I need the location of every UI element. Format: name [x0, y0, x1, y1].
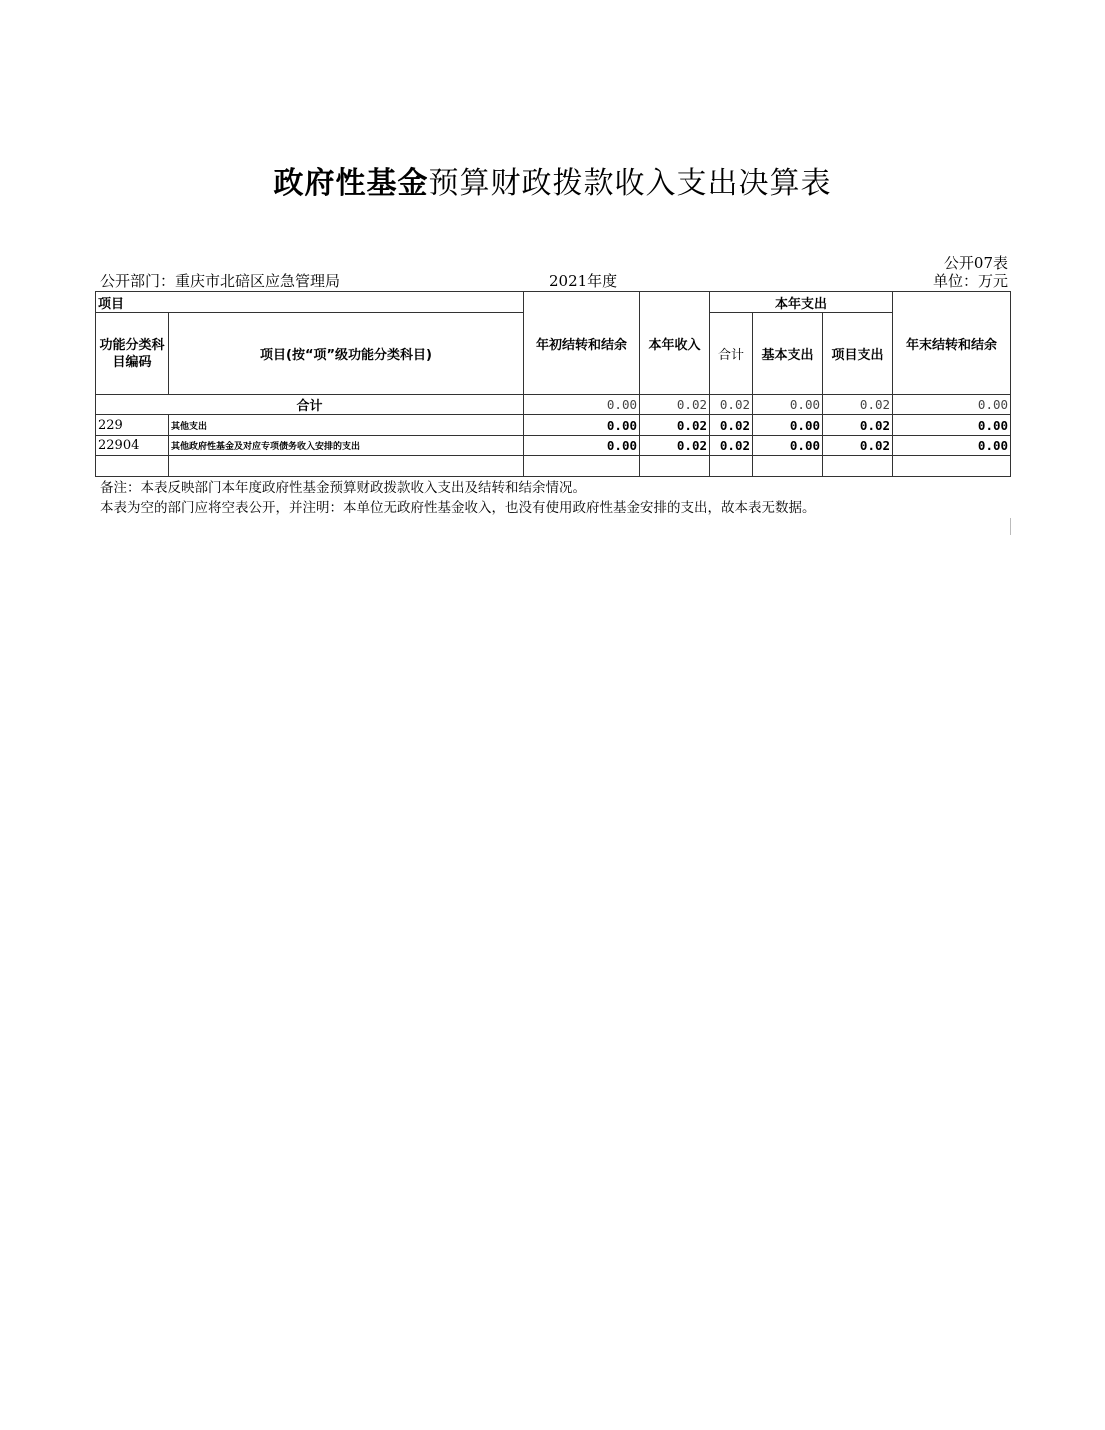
row-expense-total: 0.02 [710, 415, 753, 436]
total-expense-total: 0.02 [710, 395, 753, 415]
empty-cell [640, 456, 710, 477]
note-line: 本表为空的部门应将空表公开，并注明：本单位无政府性基金收入，也没有使用政府性基金安排的支出，故本表无数据。 [100, 500, 816, 516]
empty-cell [524, 456, 640, 477]
empty-cell [753, 456, 823, 477]
empty-cell [823, 456, 893, 477]
total-end-balance: 0.00 [893, 395, 1011, 415]
total-label: 合计 [96, 395, 524, 415]
row-begin-balance: 0.00 [524, 415, 640, 436]
department-label: 公开部门：重庆市北碚区应急管理局 [100, 272, 341, 290]
row-expense-basic: 0.00 [753, 415, 823, 436]
row-end-balance: 0.00 [893, 415, 1011, 436]
page-edge-mark [1010, 518, 1011, 535]
fiscal-year: 2021年度 [549, 272, 618, 290]
total-expense-project: 0.02 [823, 395, 893, 415]
row-end-balance: 0.00 [893, 436, 1011, 456]
total-row [96, 395, 1011, 415]
header-expense-project: 项目支出 [823, 313, 893, 395]
row-code: 22904 [96, 436, 169, 456]
header-name: 项目(按“项”级功能分类科目) [169, 313, 524, 395]
empty-cell [893, 456, 1011, 477]
row-income: 0.02 [640, 415, 710, 436]
header-income: 本年收入 [640, 292, 710, 395]
total-begin-balance: 0.00 [524, 395, 640, 415]
form-number: 公开07表 [943, 254, 1008, 272]
row-income: 0.02 [640, 436, 710, 456]
row-code: 229 [96, 415, 169, 436]
meta-row [100, 270, 1008, 290]
row-expense-total: 0.02 [710, 436, 753, 456]
row-name: 其他支出 [169, 415, 524, 436]
header-begin-balance: 年初结转和结余 [524, 292, 640, 395]
page-title [0, 158, 1105, 202]
row-name: 其他政府性基金及对应专项债务收入安排的支出 [169, 436, 524, 456]
total-expense-basic: 0.00 [753, 395, 823, 415]
notes [100, 478, 816, 518]
empty-cell [710, 456, 753, 477]
title-rest: 预算财政拨款收入支出决算表 [428, 166, 832, 201]
budget-table [95, 291, 1011, 477]
title-bold-part: 政府性基金 [273, 166, 429, 201]
header-expense-basic: 基本支出 [753, 313, 823, 395]
row-expense-project: 0.02 [823, 436, 893, 456]
unit-label: 单位：万元 [932, 272, 1008, 290]
header-code: 功能分类科目编码 [96, 313, 169, 395]
empty-cell [96, 456, 169, 477]
row-expense-basic: 0.00 [753, 436, 823, 456]
empty-row [96, 456, 1011, 477]
row-expense-project: 0.02 [823, 415, 893, 436]
header-item: 项目 [96, 292, 524, 313]
note-line: 备注：本表反映部门本年度政府性基金预算财政拨款收入支出及结转和结余情况。 [100, 480, 586, 496]
total-income: 0.02 [640, 395, 710, 415]
table-row [96, 436, 1011, 456]
header-end-balance: 年末结转和结余 [893, 292, 1011, 395]
empty-cell [169, 456, 524, 477]
row-begin-balance: 0.00 [524, 436, 640, 456]
header-expense-group: 本年支出 [710, 292, 893, 313]
table-row [96, 415, 1011, 436]
header-expense-total: 合计 [710, 313, 753, 395]
